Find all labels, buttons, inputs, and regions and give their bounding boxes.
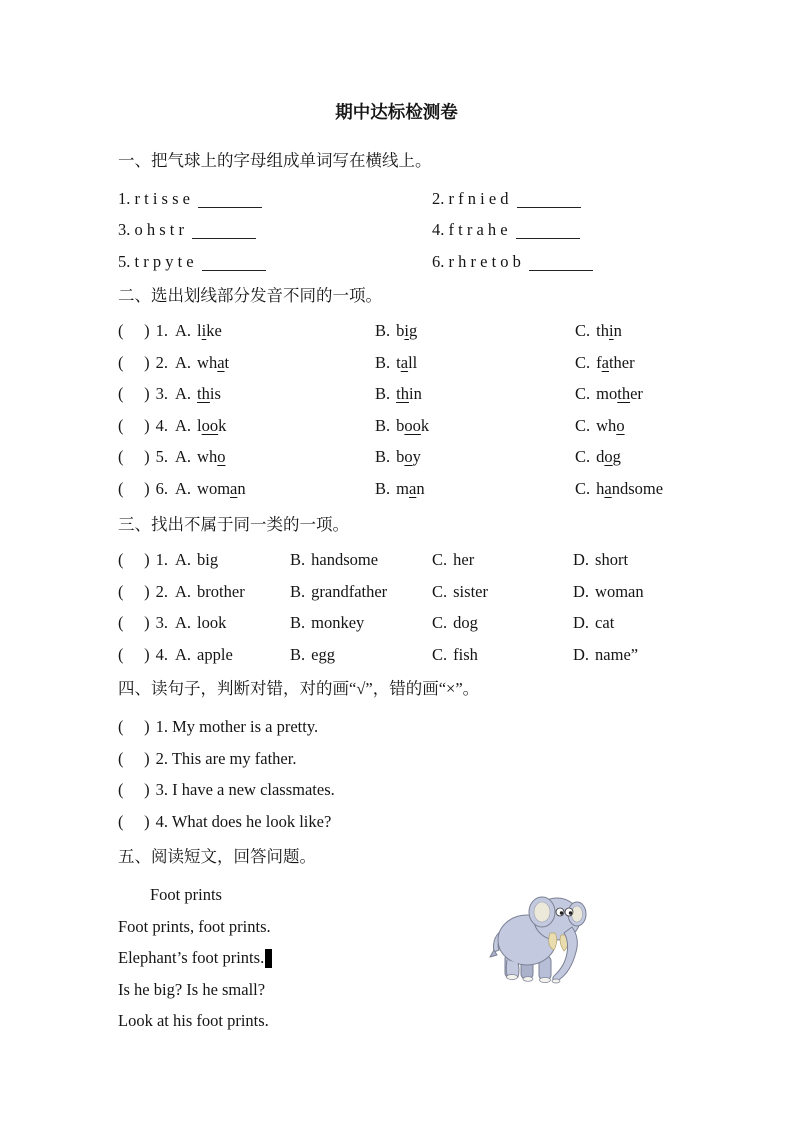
option-word [596, 479, 663, 498]
word-pre: wh [596, 415, 617, 435]
question-stem [118, 613, 290, 633]
word-post: g [612, 447, 621, 467]
question-number: 4. [155, 644, 168, 664]
option-word [396, 353, 417, 372]
judge-sentence [118, 780, 703, 800]
option-word: fish [453, 644, 478, 664]
question-number: 6. [155, 478, 168, 498]
word-post: n [237, 478, 246, 498]
word-underlined: a [400, 352, 409, 372]
option-word: look [197, 613, 227, 633]
option [573, 613, 703, 633]
option-label: B. [375, 384, 391, 404]
option-label: A. [175, 447, 192, 467]
option-word: her [453, 550, 475, 570]
option-word: dog [453, 613, 478, 633]
sentence-text: 4. What does he look like? [155, 811, 332, 831]
answer-parens: ( ) [118, 415, 150, 435]
word-pre: wh [197, 447, 218, 467]
word-underlined: oo [201, 415, 219, 435]
option [573, 645, 703, 665]
answer-blank [529, 255, 593, 271]
answer-parens: ( ) [118, 352, 150, 372]
answer-parens: ( ) [118, 748, 150, 768]
option-word: sister [453, 581, 488, 601]
reading-passage [118, 880, 703, 1038]
option-label: B. [375, 321, 391, 341]
option-word [596, 384, 643, 403]
question-stem [118, 447, 375, 467]
option [375, 353, 575, 373]
sentence-text: 3. I have a new classmates. [155, 780, 335, 800]
option [575, 479, 703, 499]
option [375, 321, 575, 341]
word-post: ll [408, 352, 418, 372]
answer-blank [517, 192, 581, 208]
answer-parens: ( ) [118, 581, 150, 601]
option-word [197, 447, 225, 466]
option-label: A. [175, 321, 192, 341]
question-row [118, 545, 703, 577]
option-label: B. [290, 613, 306, 633]
section-1-items [118, 183, 703, 278]
option-label: D. [573, 644, 590, 664]
poem-line [118, 943, 703, 975]
option-label: D. [573, 550, 590, 570]
section-4-items [118, 712, 703, 838]
option [290, 550, 432, 570]
unscramble-row [118, 246, 703, 278]
option-label: C. [432, 644, 448, 664]
word-pre: wh [197, 352, 218, 372]
question-row [118, 442, 703, 474]
poem-line-text: Look at his foot prints. [118, 1011, 269, 1031]
unscramble-item [432, 189, 703, 209]
text-cursor [265, 949, 272, 968]
option [575, 321, 703, 341]
section-3-header: 三、找出不属于同一类的一项。 [118, 514, 349, 534]
question-row [118, 473, 703, 505]
word-post: t [224, 352, 230, 372]
option [432, 550, 573, 570]
option-label: C. [575, 415, 591, 435]
word-underlined: a [601, 352, 609, 372]
option-label: A. [175, 581, 192, 601]
question-row [118, 316, 703, 348]
question-number: 2. [155, 581, 168, 601]
word-pre: d [596, 447, 605, 467]
answer-blank [516, 223, 580, 239]
poem-line-text: Elephant’s foot prints. [118, 948, 265, 968]
word-pre: b [396, 415, 405, 435]
option-label: C. [432, 613, 448, 633]
answer-parens: ( ) [118, 447, 150, 467]
section-1-header: 一、把气球上的字母组成单词写在横线上。 [118, 151, 432, 170]
answer-blank [198, 192, 262, 208]
word-underlined: a [408, 478, 417, 498]
poem-line-text: Is he big? Is he small? [118, 979, 266, 999]
question-number: 2. [155, 352, 168, 372]
word-underlined: oo [404, 415, 421, 435]
option-word: brother [197, 581, 245, 601]
word-underlined: th [197, 384, 210, 404]
word-post: er [630, 384, 643, 404]
word-pre: mo [596, 384, 618, 404]
option [575, 384, 703, 404]
option-word: short [595, 550, 629, 570]
question-stem [118, 321, 375, 341]
poem-line [118, 1006, 703, 1038]
word-pre: h [596, 478, 605, 498]
option-word [197, 353, 229, 372]
option [573, 550, 703, 570]
option-label: C. [575, 321, 591, 341]
option [432, 582, 573, 602]
option [290, 613, 432, 633]
question-stem [118, 384, 375, 404]
answer-parens: ( ) [118, 384, 150, 404]
option-label: B. [375, 352, 391, 372]
option-word [596, 353, 634, 372]
option [290, 582, 432, 602]
option [575, 447, 703, 467]
option-word: monkey [311, 613, 365, 633]
word-pre: b [396, 321, 405, 341]
answer-blank [192, 223, 256, 239]
word-pre: l [197, 321, 202, 341]
section-5-header: 五、阅读短文，回答问题。 [118, 846, 316, 866]
option-label: B. [290, 581, 306, 601]
poem-title-line [118, 880, 703, 912]
option-label: A. [175, 613, 192, 633]
option-word: big [197, 550, 219, 570]
question-number: 3. [155, 613, 168, 633]
option-label: A. [175, 550, 192, 570]
answer-parens: ( ) [118, 811, 150, 831]
option [375, 447, 575, 467]
option-word: apple [197, 644, 233, 664]
word-underlined: o [604, 447, 613, 467]
item-text: 5. t r p y t e [118, 251, 194, 271]
option [573, 582, 703, 602]
option-label: C. [432, 581, 448, 601]
question-row [118, 379, 703, 411]
question-number: 3. [155, 384, 168, 404]
judge-sentence [118, 717, 703, 737]
judge-row [118, 743, 703, 775]
poem-line [118, 974, 703, 1006]
option-word [596, 321, 622, 340]
answer-parens: ( ) [118, 780, 150, 800]
judge-sentence [118, 749, 703, 769]
option-label: D. [573, 613, 590, 633]
answer-parens: ( ) [118, 644, 150, 664]
option-word: egg [311, 644, 335, 664]
word-underlined: o [616, 415, 625, 435]
word-pre: m [396, 478, 409, 498]
word-post: ke [206, 321, 222, 341]
poem-line [118, 911, 703, 943]
word-post: in [408, 384, 422, 404]
option-label: B. [290, 550, 306, 570]
question-row [118, 608, 703, 640]
option-label: C. [575, 352, 591, 372]
option-word [596, 447, 621, 466]
elephant-illustration [487, 886, 591, 990]
poem-line-text: Foot prints, foot prints. [118, 916, 271, 936]
option [575, 416, 703, 436]
word-post: ther [608, 352, 635, 372]
question-row [118, 410, 703, 442]
answer-blank [202, 255, 266, 271]
unscramble-item [432, 252, 703, 272]
item-text: 3. o h s t r [118, 220, 184, 240]
question-stem [118, 416, 375, 436]
answer-parens: ( ) [118, 717, 150, 737]
option-label: C. [575, 384, 591, 404]
question-row [118, 639, 703, 671]
word-post: y [412, 447, 421, 467]
judge-row [118, 775, 703, 807]
question-stem [118, 353, 375, 373]
option-word: woman [595, 581, 644, 601]
answer-parens: ( ) [118, 613, 150, 633]
word-post: k [420, 415, 430, 435]
word-underlined: o [217, 447, 226, 467]
unscramble-item [432, 220, 703, 240]
option [432, 645, 573, 665]
question-row [118, 347, 703, 379]
unscramble-item [118, 220, 432, 240]
page-title: 期中达标检测卷 [335, 102, 458, 122]
word-underlined: a [230, 478, 238, 498]
word-underlined: o [404, 447, 413, 467]
option-word [396, 321, 417, 340]
section-4-header: 四、读句子，判断对错，对的画“√”，错的画“×”。 [118, 678, 480, 698]
item-text: 6. r h r e t o b [432, 251, 521, 271]
item-text: 1. r t i s s e [118, 188, 190, 208]
word-pre: b [396, 447, 405, 467]
word-pre: f [596, 352, 602, 372]
word-pre: wom [197, 478, 231, 498]
word-underlined: a [604, 478, 612, 498]
section-2-items [118, 316, 703, 505]
unscramble-row [118, 183, 703, 215]
question-number: 1. [155, 550, 168, 570]
option-label: A. [175, 478, 192, 498]
option-label: B. [375, 478, 391, 498]
option-label: A. [175, 415, 192, 435]
option [375, 416, 575, 436]
option-word [596, 416, 624, 435]
word-pre: th [596, 321, 609, 341]
judge-sentence [118, 812, 703, 832]
option-word: grandfather [311, 581, 388, 601]
word-underlined: a [217, 352, 225, 372]
option-word [197, 384, 221, 403]
judge-row [118, 806, 703, 838]
option-label: C. [575, 478, 591, 498]
unscramble-row [118, 215, 703, 247]
item-text: 4. f t r a h e [432, 220, 508, 240]
word-post: n [613, 321, 622, 341]
option-label: B. [375, 447, 391, 467]
option-label: D. [573, 581, 590, 601]
option-label: B. [290, 644, 306, 664]
option-word [396, 416, 429, 435]
word-underlined: th [617, 384, 631, 404]
word-post: ndsome [611, 478, 664, 498]
option-label: A. [175, 644, 192, 664]
option [375, 384, 575, 404]
option-label: A. [175, 384, 192, 404]
option [432, 613, 573, 633]
option-label: B. [375, 415, 391, 435]
option-word [197, 321, 222, 340]
question-number: 1. [155, 321, 168, 341]
word-post: g [408, 321, 418, 341]
item-text: 2. r f n i e d [432, 188, 509, 208]
option-word [197, 416, 226, 435]
option [290, 645, 432, 665]
judge-row [118, 712, 703, 744]
word-underlined: th [396, 384, 409, 404]
question-number: 5. [155, 447, 168, 467]
option-word: handsome [311, 550, 379, 570]
sentence-text: 2. This are my father. [155, 748, 297, 768]
option-label: C. [575, 447, 591, 467]
answer-parens: ( ) [118, 478, 150, 498]
option-word: name” [595, 644, 639, 664]
unscramble-item [118, 252, 432, 272]
option-word [396, 479, 424, 498]
word-post: n [416, 478, 425, 498]
section-2-header: 二、选出划线部分发音不同的一项。 [118, 285, 382, 305]
unscramble-item [118, 189, 432, 209]
word-underlined: i [201, 321, 207, 341]
sentence-text: 1. My mother is a pretty. [155, 717, 319, 737]
option [375, 479, 575, 499]
question-stem [118, 550, 290, 570]
word-post: is [209, 384, 221, 404]
word-underlined: i [608, 321, 614, 341]
question-row [118, 576, 703, 608]
word-post: k [218, 415, 227, 435]
word-pre: l [197, 415, 202, 435]
word-pre: t [396, 352, 401, 372]
option-word [396, 447, 421, 466]
option-word [396, 384, 422, 403]
question-stem [118, 479, 375, 499]
option-label: C. [432, 550, 448, 570]
option [575, 353, 703, 373]
question-stem [118, 645, 290, 665]
question-stem [118, 582, 290, 602]
answer-parens: ( ) [118, 321, 150, 341]
poem-title: Foot prints [150, 885, 222, 905]
option-word: cat [595, 613, 615, 633]
word-underlined: i [404, 321, 409, 341]
section-3-items [118, 545, 703, 671]
question-number: 4. [155, 415, 168, 435]
option-label: A. [175, 352, 192, 372]
option-word [197, 479, 246, 498]
answer-parens: ( ) [118, 550, 150, 570]
